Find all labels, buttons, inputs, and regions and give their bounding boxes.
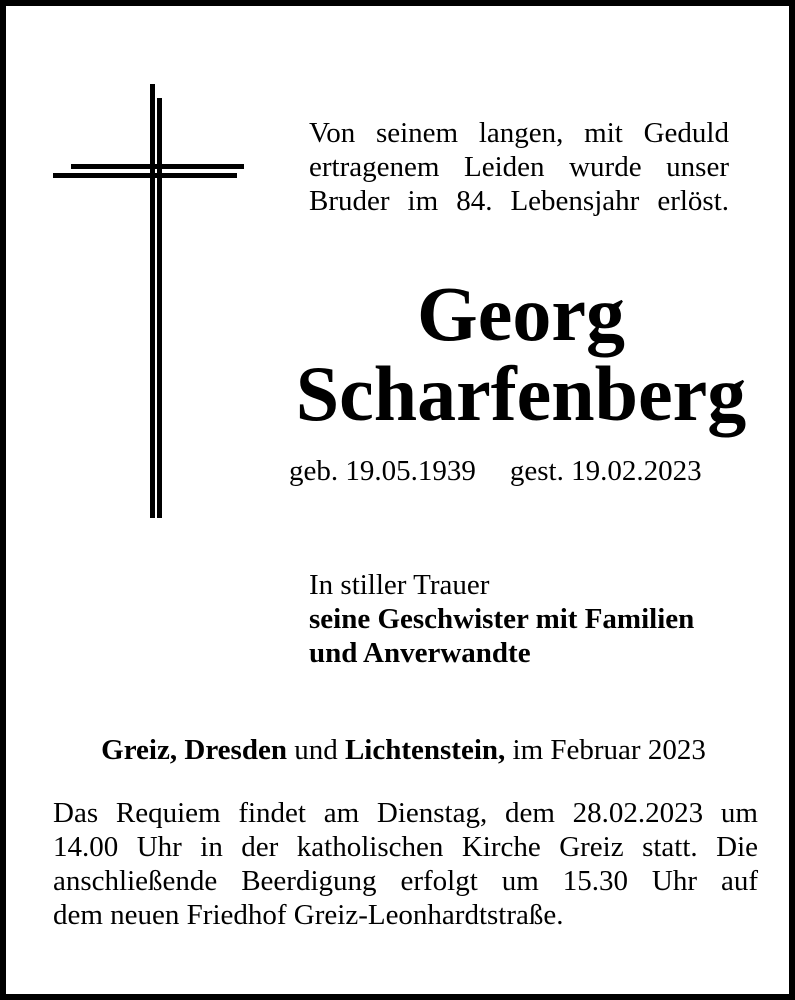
service-info	[53, 796, 758, 932]
mourners-line: und Anverwandte	[309, 637, 531, 669]
intro-line: Von seinem langen, mit Geduld	[309, 117, 729, 149]
death-date: gest. 19.02.2023	[509, 455, 702, 487]
city-greiz: Greiz,	[101, 734, 178, 766]
intro-line: ertragenem Leiden wurde unser	[309, 151, 729, 183]
life-dates	[289, 454, 749, 488]
city-dresden: Dresden	[184, 734, 287, 766]
last-name: Scharfenberg	[295, 350, 747, 437]
place-month: im Februar 2023	[512, 734, 706, 766]
service-line: Das Requiem findet am Dienstag, dem 28.02.2023 um	[53, 797, 758, 829]
mourners-block	[309, 568, 749, 670]
service-line: dem neuen Friedhof Greiz-Leonhardtstraße.	[53, 899, 564, 931]
first-name: Georg	[417, 270, 625, 357]
deceased-name	[286, 270, 756, 437]
intro-line: Bruder im 84. Lebensjahr erlöst.	[309, 185, 729, 217]
birth-date: geb. 19.05.1939	[289, 455, 476, 487]
city-lichtenstein: Lichtenstein,	[344, 734, 506, 766]
service-line: 14.00 Uhr in der katholischen Kirche Greiz statt. Die	[53, 831, 758, 863]
mourners-line: seine Geschwister mit Familien	[309, 603, 695, 635]
cross-icon	[6, 6, 266, 546]
place-and-word: und	[294, 734, 338, 766]
place-and-date	[46, 732, 761, 768]
mourners-intro: In stiller Trauer	[309, 569, 490, 601]
intro-text	[309, 116, 729, 218]
service-line: anschließende Beerdigung erfolgt um 15.30 Uhr auf	[53, 865, 758, 897]
